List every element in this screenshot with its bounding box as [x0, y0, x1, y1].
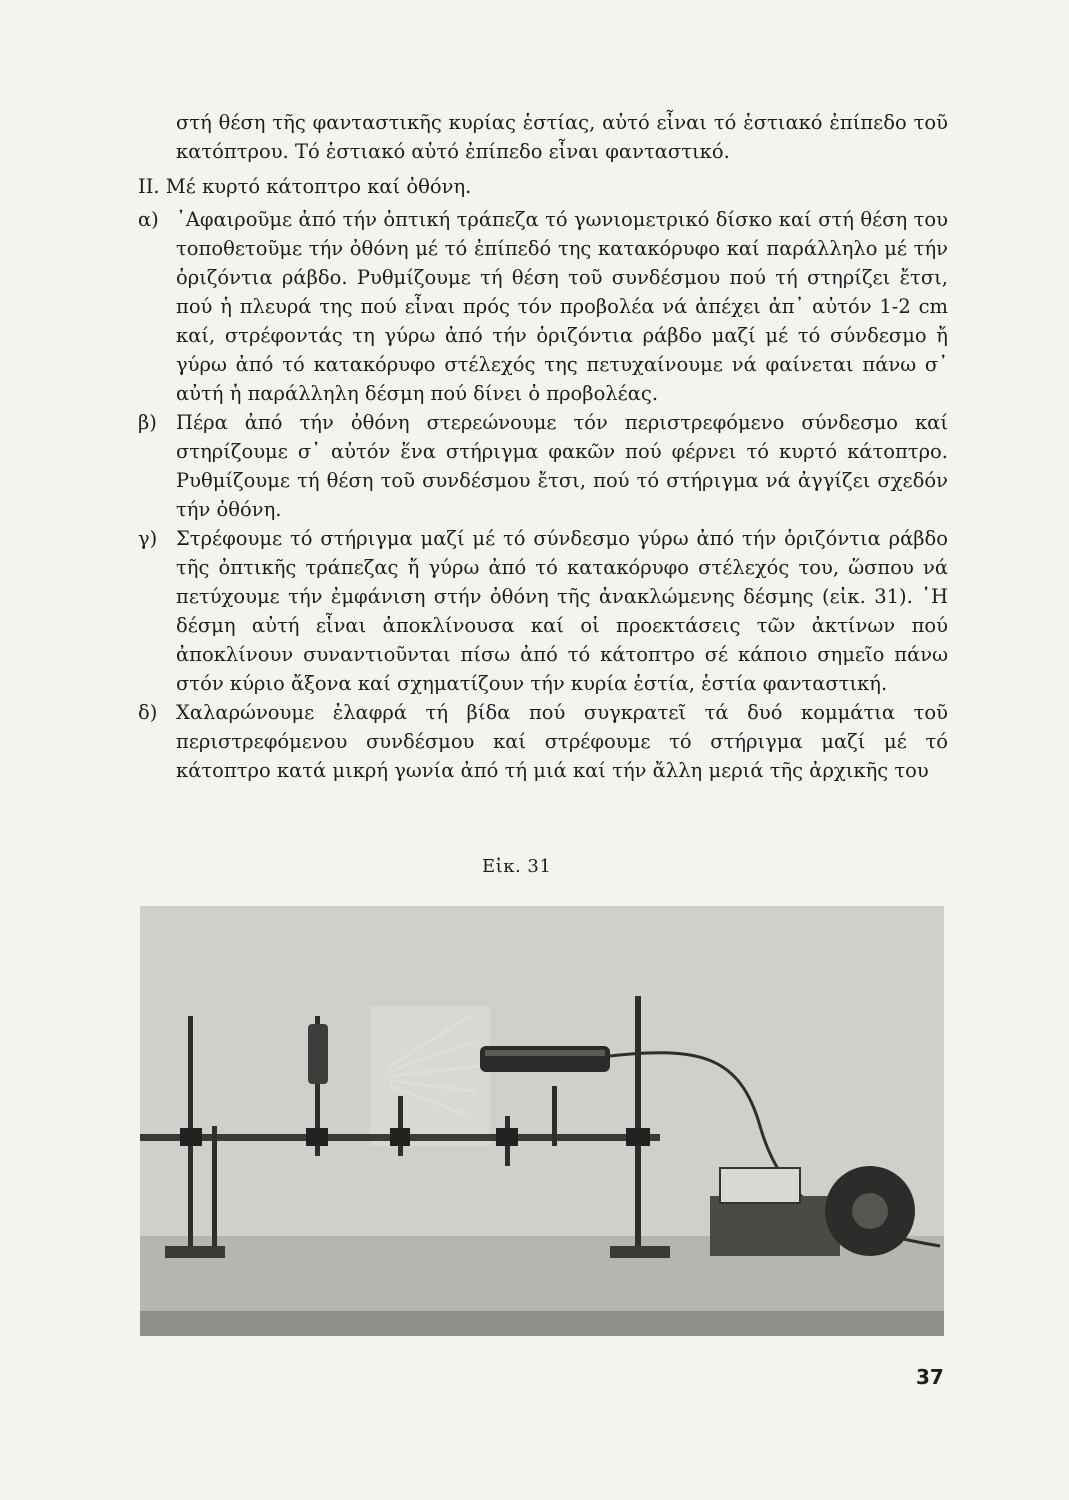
item-marker: δ)	[138, 701, 158, 724]
list-item-c	[138, 524, 948, 698]
figure-photo	[140, 906, 944, 1336]
item-text: ᾿Αφαιροῦμε ἀπό τήν ὀπτική τράπεζα τό γωνιομετρικό δίσκο καί στή θέση του τοποθετοῦμε τήν ὀθόνη μέ τό ἐπίπεδό της κατακόρυφο καί παράλληλο μέ τήν ὁριζόντια ράβδο. Ρυθμίζουμε τή θέση τοῦ συνδέσμου πού τή στηρίζει ἔτσι, πού ἡ πλευρά της πού εἶναι πρός τόν προβολέα νά ἀπέχει ἀπ᾿ αὐτόν 1-2 cm καί, στρέφοντάς τη γύρω ἀπό τήν ὁριζόντια ράβδο μαζί μέ τό σύνδεσμο ἤ γύρω ἀπό τό κατακόρυφο στέλεχός της πετυχαίνουμε νά φαίνεται πάνω σ᾿ αὐτή ἡ παράλληλη δέσμη πού δίνει ὁ προβολέας.	[176, 208, 948, 405]
list-item-d	[138, 698, 948, 785]
figure-caption: Εἰκ. 31	[482, 856, 552, 877]
item-marker: β)	[138, 411, 157, 434]
intro-paragraph: στή θέση τῆς φανταστικῆς κυρίας ἑστίας, αὐτό εἶναι τό ἑστιακό ἐπίπεδο τοῦ κατόπτρου. Τό ἑστιακό αὐτό ἐπίπεδο εἶναι φανταστικό.	[176, 111, 948, 163]
item-text: Πέρα ἀπό τήν ὀθόνη στερεώνουμε τόν περιστρεφόμενο σύνδεσμο καί στηρίζουμε σ᾿ αὐτόν ἕνα στήριγμα φακῶν πού φέρνει τό κυρτό κάτοπτρο. Ρυθμίζουμε τή θέση τοῦ συνδέσμου ἔτσι, πού τό στήριγμα νά ἀγγίζει σχεδόν τήν ὀθόνη.	[176, 411, 948, 521]
optical-bench-illustration	[140, 906, 944, 1336]
list-item-b	[138, 408, 948, 524]
page-number: 37	[916, 1365, 944, 1389]
section-heading: ΙΙ. Μέ κυρτό κάτοπτρο καί ὀθόνη.	[138, 175, 472, 198]
body-text	[138, 108, 948, 785]
item-marker: α)	[138, 208, 159, 231]
item-marker: γ)	[138, 527, 158, 550]
item-text: Χαλαρώνουμε ἐλαφρά τή βίδα πού συγκρατεῖ τά δυό κομμάτια τοῦ περιστρεφόμενου συνδέσμου καί στρέφουμε τό στήριγμα μαζί μέ τό κάτοπτρο κατά μικρή γωνία ἀπό τή μιά καί τήν ἄλλη μεριά τῆς ἀρχικῆς του	[176, 701, 948, 782]
item-text: Στρέφουμε τό στήριγμα μαζί μέ τό σύνδεσμο γύρω ἀπό τήν ὁριζόντια ράβδο τῆς ὀπτικῆς τράπεζας ἤ γύρω ἀπό τό κατακόρυφο στέλεχός του, ὥσπου νά πετύχουμε τήν ἐμφάνιση στήν ὀθόνη τῆς ἀνακλώμενης δέσμης (εἰκ. 31). ῾Η δέσμη αὐτή εἶναι ἀποκλίνουσα καί οἱ προεκτάσεις τῶν ἀκτίνων πού ἀποκλίνουν συναντιοῦνται πίσω ἀπό τό κάτοπτρο σέ κάποιο σημεῖο πάνω στόν κύριο ἄξονα καί σχηματίζουν τήν κυρία ἑστία, ἑστία φανταστική.	[176, 527, 948, 695]
list-item-a	[138, 205, 948, 408]
